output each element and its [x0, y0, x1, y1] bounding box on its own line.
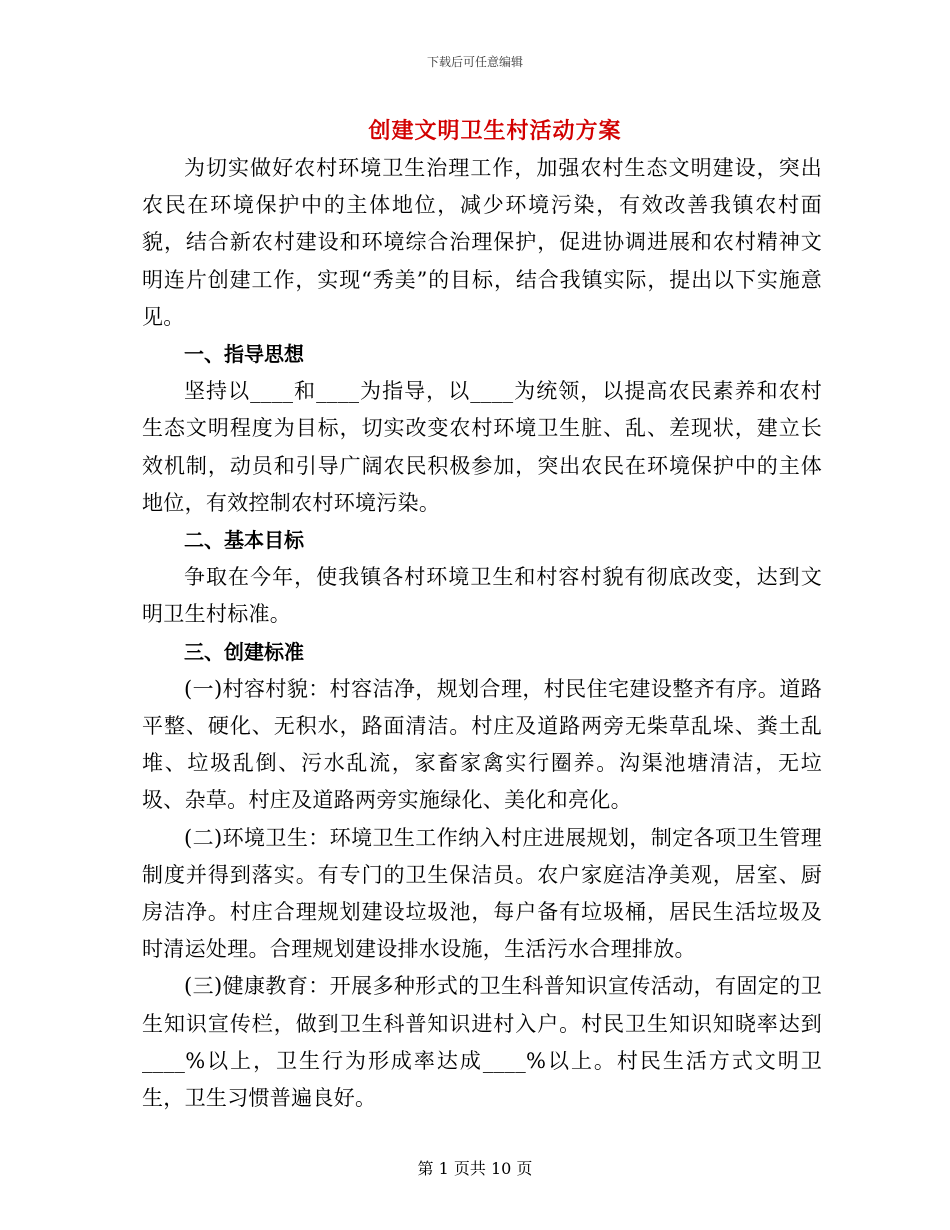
section-heading-guiding-ideology: 一、指导思想	[184, 342, 304, 367]
page-header-note: 下载后可任意编辑	[426, 55, 523, 69]
basic-goals-paragraph: 争取在今年，使我镇各村环境卫生和村容村貌有彻底改变，达到文明卫生村标准。	[142, 565, 822, 627]
page-number: 第 1 页共 10 页	[417, 1159, 533, 1178]
intro-paragraph: 为切实做好农村环境卫生治理工作，加强农村生态文明建设，突出农民在环境保护中的主体地位，减少环境污染，有效改善我镇农村面貌，结合新农村建设和环境综合治理保护，促进协调进展和农村精神文明连片创建工作，实现“秀美”的目标，结合我镇实际，提出以下实施意见。	[142, 156, 822, 329]
standard-environmental-hygiene: (二)环境卫生：环境卫生工作纳入村庄进展规划，制定各项卫生管理制度并得到落实。有专门的卫生保洁员。农户家庭洁净美观，居室、厨房洁净。村庄合理规划建设垃圾池，每户备有垃圾桶，居民生活垃圾及时清运处理。合理规划建设排水设施，生活污水合理排放。	[142, 825, 822, 962]
document-title: 创建文明卫生村活动方案	[368, 118, 622, 144]
section-heading-basic-goals: 二、基本目标	[184, 528, 304, 553]
section-heading-standards: 三、创建标准	[184, 639, 304, 664]
document-body	[142, 150, 822, 1117]
standard-village-appearance: (一)村容村貌：村容洁净，规划合理，村民住宅建设整齐有序。道路平整、硬化、无积水，路面清洁。村庄及道路两旁无柴草乱垛、粪土乱堆、垃圾乱倒、污水乱流，家畜家禽实行圈养。沟渠池塘清洁，无垃圾、杂草。村庄及道路两旁实施绿化、美化和亮化。	[142, 676, 822, 813]
guiding-ideology-paragraph: 坚持以____和____为指导，以____为统领，以提高农民素养和农村生态文明程度为目标，切实改变农村环境卫生脏、乱、差现状，建立长效机制，动员和引导广阔农民积极参加，突出农民在环境保护中的主体地位，有效控制农村环境污染。	[142, 379, 822, 515]
standard-health-education: (三)健康教育：开展多种形式的卫生科普知识宣传活动，有固定的卫生知识宣传栏，做到卫生科普知识进村入户。村民卫生知识知晓率达到____%以上，卫生行为形成率达成____%以上。村民生活方式文明卫生，卫生习惯普遍良好。	[142, 974, 822, 1111]
